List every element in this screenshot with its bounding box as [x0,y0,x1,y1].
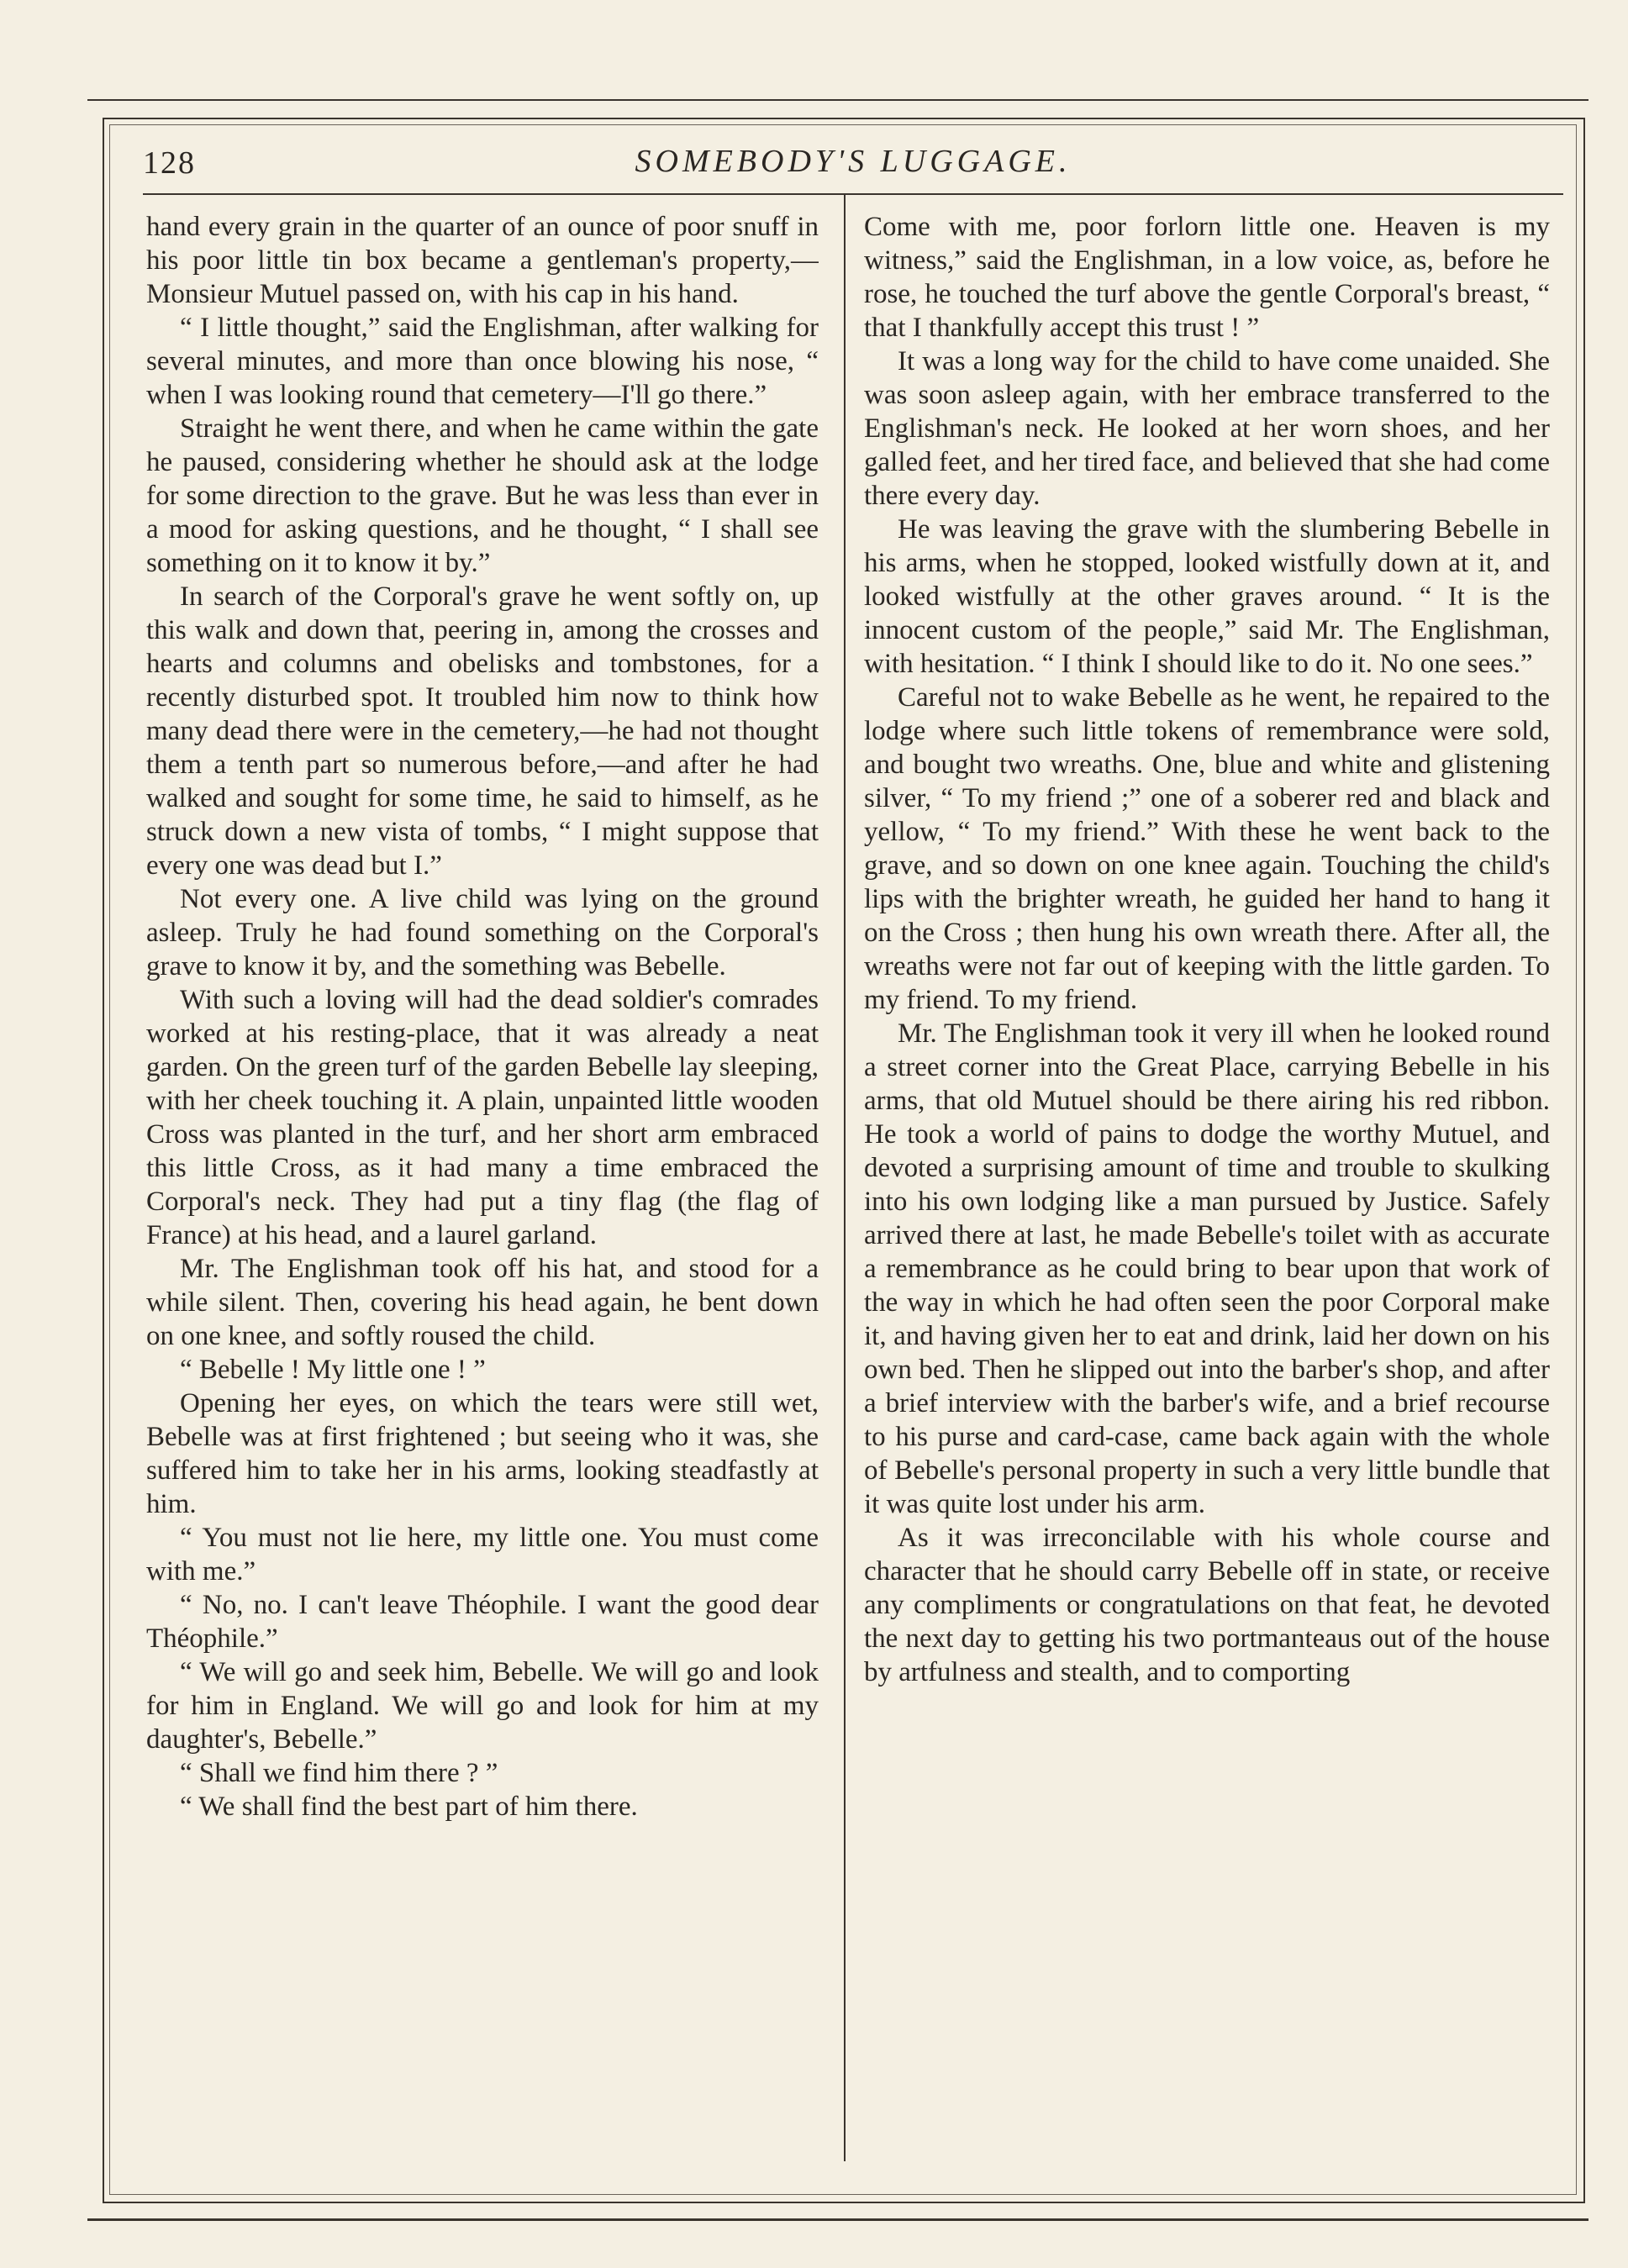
paragraph: Opening her eyes, on which the tears were still wet, Bebelle was at first frightened ; but seeing who it was, she suffered him to take her in his arms, looking steadfastly at him. [146,1388,819,1519]
paragraph: hand every grain in the quarter of an ounce of poor snuff in his poor little tin box became a gentleman's property,—Monsieur Mutuel passed on, with his cap in his hand. [146,212,819,309]
paragraph: Not every one. A live child was lying on the ground asleep. Truly he had found something on the Corporal's grave to know it by, and the something was Bebelle. [146,884,819,981]
column-divider [844,195,846,2161]
paragraph: He was leaving the grave with the slumbering Bebelle in his arms, when he stopped, looked wistfully down at it, and looked wistfully at the other graves around. “ It is the innocent custom of the people,” said Mr. The Englishman, with hesitation. “ I think I should like to do it. No one sees.” [864,514,1550,679]
paragraph: In search of the Corporal's grave he went softly on, up this walk and down that, peering in, among the crosses and hearts and columns and obelisks and tombstones, for a recently disturbed spot. It troubled him now to think how many dead there were in the cemetery,—he had not thought them a tenth part so numerous before,—and after he had walked and sought for some time, he said to himself, as he struck down a new vista of tombs, “ I might suppose that every one was dead but I.” [146,581,819,881]
paragraph: “ You must not lie here, my little one. You must come with me.” [146,1523,819,1587]
paragraph: It was a long way for the child to have come unaided. She was soon asleep again, with her embrace transferred to the Englishman's neck. He looked at her worn shoes, and her galled feet, and her tired face, and believed that she had come there every day. [864,346,1550,511]
page-header [143,134,1563,193]
left-column [146,210,819,2160]
page-number: 128 [143,145,196,181]
paragraph: Careful not to wake Bebelle as he went, he repaired to the lodge where such little tokens of remembrance were sold, and bought two wreaths. One, blue and white and glistening silver, “ To my friend ;” one of a soberer red and black and yellow, “ To my friend.” With these he went back to the grave, and so down on one knee again. Touching the child's lips with the brighter wreath, he guided her hand to hang it on the Cross ; then hung his own wreath there. After all, the wreaths were not far out of keeping with the little garden. To my friend. To my friend. [864,682,1550,1015]
paragraph: “ We will go and seek him, Bebelle. We will go and look for him in England. We will go and look for him at my daughter's, Bebelle.” [146,1657,819,1755]
paragraph: With such a loving will had the dead soldier's comrades worked at his resting-place, that it was already a neat garden. On the green turf of the garden Bebelle lay sleeping, with her cheek touching it. A plain, unpainted little wooden Cross was planted in the turf, and her short arm embraced this little Cross, as it had many a time embraced the Corporal's neck. They had put a tiny flag (the flag of France) at his head, and a laurel garland. [146,985,819,1250]
paragraph: Mr. The Englishman took it very ill when he looked round a street corner into the Great Place, carrying Bebelle in his arms, that old Mutuel should be there airing his red ribbon. He took a world of pains to dodge the worthy Mutuel, and devoted a surprising amount of time and trouble to skulking into his own lodging like a man pursued by Justice. Safely arrived there at last, he made Bebelle's toilet with as accurate a remembrance as he could bring to bear upon that work of the way in which he had often seen the poor Corporal make it, and having given her to eat and drink, laid her down on his own bed. Then he slipped out into the barber's shop, and after a brief interview with the barber's wife, and a brief recourse to his purse and card-case, came back again with the whole of Bebelle's personal property in such a very little bundle that it was quite lost under his arm. [864,1018,1550,1519]
right-column [864,210,1550,2160]
paragraph: “ No, no. I can't leave Théophile. I want the good dear Théophile.” [146,1590,819,1654]
paragraph: “ Bebelle ! My little one ! ” [180,1355,486,1385]
paragraph: Come with me, poor forlorn little one. Heaven is my witness,” said the Englishman, in a low voice, as, before he rose, he touched the turf above the gentle Corporal's breast, “ that I thankfully accept this trust ! ” [864,212,1550,343]
paragraph: Straight he went there, and when he came within the gate he paused, considering whether he should ask at the lodge for some direction to the grave. But he was less than ever in a mood for asking questions, and he thought, “ I shall see something on it to know it by.” [146,413,819,578]
header-rule [143,193,1563,195]
paragraph: “ We shall find the best part of him there. [180,1792,638,1822]
paragraph: “ I little thought,” said the Englishman, after walking for several minutes, and more than once blowing his nose, “ when I was looking round that cemetery—I'll go there.” [146,313,819,410]
running-title: SOMEBODY'S LUGGAGE. [635,144,1072,179]
paragraph: As it was irreconcilable with his whole course and character that he should carry Bebelle off in state, or receive any compliments or congratulations on that feat, he devoted the next day to getting his two portmanteaus out of the house by artfulness and stealth, and to comporting [864,1523,1550,1687]
paragraph: Mr. The Englishman took off his hat, and stood for a while silent. Then, covering his head again, he bent down on one knee, and softly roused the child. [146,1254,819,1351]
paragraph: “ Shall we find him there ? ” [180,1758,498,1788]
